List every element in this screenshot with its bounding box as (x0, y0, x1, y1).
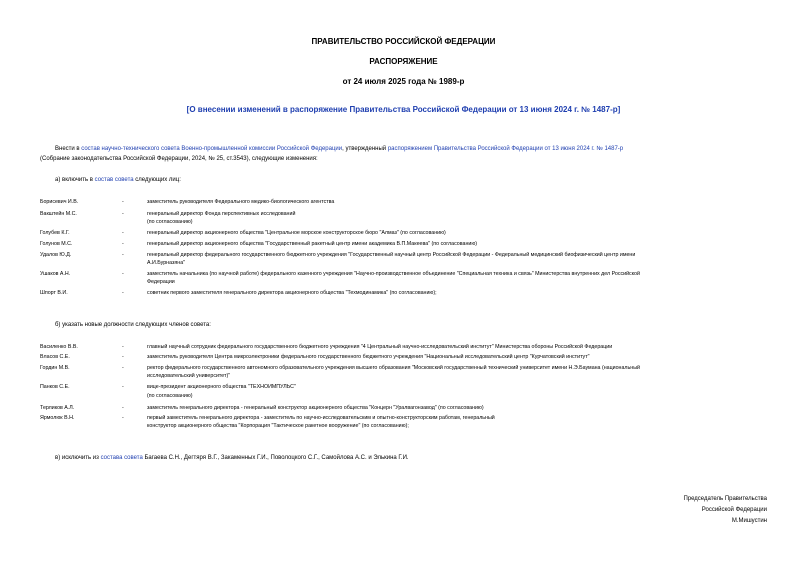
table-row-role-cont: (по согласованию) (147, 393, 193, 399)
table-row-name: Удалов Ю.Д. (40, 252, 72, 258)
intro-text-1: Внести в (55, 146, 82, 152)
section-v-heading (55, 455, 409, 463)
table-row-name: Ярмолюк В.Н. (40, 415, 75, 421)
table-row-dash: - (122, 384, 124, 390)
table-row-dash: - (122, 199, 124, 205)
table-row-role: ректор федерального государственного автономного образовательного учреждения высшего образования "Московский государственный технический университет имени Н.Э.Баумана (национальный (147, 365, 640, 371)
table-row-dash: - (122, 252, 124, 258)
table-row-role: советник первого заместителя генерального директора акционерного общества "Техмодинамика" (по согласованию); (147, 290, 437, 296)
table-row-dash: - (122, 405, 124, 411)
table-row-role: главный научный сотрудник федерального государственного бюджетного учреждения "4 Центральный научно-исследовательский институт" Министерства обороны Российской Федерации (147, 344, 613, 350)
table-row-role: заместитель руководителя Центра микроэлектроники федерального государственного бюджетного учреждения "Национальный исследовательский центр "Курчатовский институт" (147, 354, 590, 360)
section-b-heading: б) указать новые должности следующих членов совета: (55, 322, 211, 328)
intro-text-2: , утвержденный (342, 146, 388, 152)
section-v-post: Багаева С.Н., Дегтяря В.Г., Закаменных Г.И., Поволоцкого С.Г., Самойлова А.С. и Элькина Г.И. (142, 455, 409, 461)
document-subtitle (0, 105, 807, 114)
document-date-number: от 24 июля 2025 года № 1989-р (342, 77, 465, 86)
section-v-pre: в) исключить из (55, 455, 101, 461)
table-row-role: заместитель начальника (по научной работе) федерального казенного учреждения "Научно-производственное объединение "Специальная техника и связь" Министерства внутренних дел Российской (147, 271, 640, 277)
table-row-name: Борисевич И.В. (40, 199, 79, 205)
intro-line-2: (Собрание законодательства Российской Федерации, 2024, № 25, ст.3543), следующие изменения: (40, 156, 318, 162)
signature-country: Российской Федерации (701, 507, 767, 513)
table-row-dash: - (122, 241, 124, 247)
table-row-role: генеральный директор федерального государственного бюджетного учреждения "Государственный научный центр Российской Федерации - Федеральный медицинский биофизический центр имени (147, 252, 636, 258)
section-v-link[interactable]: состава совета (100, 455, 143, 461)
table-row-dash: - (122, 415, 124, 421)
table-row-name: Власов С.Е. (40, 354, 70, 360)
table-row-role-cont: Федерации (147, 279, 175, 285)
table-row-name: Ушаков А.Н. (40, 271, 71, 277)
table-row-dash: - (122, 354, 124, 360)
table-row-role-cont: конструктор акционерного общества "Корпорация "Тактическое ракетное вооружение" (по согласованию); (147, 423, 409, 429)
table-row-name: Гордин М.В. (40, 365, 70, 371)
table-row-dash: - (122, 211, 124, 217)
council-composition-link[interactable]: состав научно-технического совета Военно-промышленной комиссии Российской Федерации (81, 146, 343, 152)
order-link[interactable]: распоряжением Правительства Российской Федерации от 13 июня 2024 г. № 1487-р (387, 146, 624, 152)
table-row-role-cont: исследовательский университет)" (147, 373, 231, 379)
section-a-heading (55, 177, 181, 185)
table-row-name: Вакштейн М.С. (40, 211, 77, 217)
table-row-name: Голунов М.С. (40, 241, 73, 247)
table-row-role: вице-президент акционерного общества "ТЕХНОИМПУЛЬС" (147, 384, 296, 390)
intro-line-1 (55, 146, 623, 154)
table-row-name: Голубев К.Г. (40, 230, 70, 236)
table-row-role-cont: А.И.Бурназяна" (147, 260, 186, 266)
signature-name: М.Мишустин (731, 518, 767, 524)
section-a-link[interactable]: состав совета (94, 177, 134, 183)
table-row-role: генеральный директор акционерного общества "Государственный ракетный центр имени академика В.П.Макеева" (по согласованию) (147, 241, 478, 247)
table-row-role: генеральный директор акционерного общества "Центральное морское конструкторское бюро "Алмаз" (по согласованию) (147, 230, 446, 236)
table-row-dash: - (122, 271, 124, 277)
table-row-dash: - (122, 230, 124, 236)
subtitle-link[interactable]: распоряжение Правительства Российской Федерации от 13 июня 2024 г. № 1487-р (290, 105, 618, 114)
government-title: ПРАВИТЕЛЬСТВО РОССИЙСКОЙ ФЕДЕРАЦИИ (311, 37, 496, 46)
table-row-name: Василенко В.В. (40, 344, 78, 350)
table-row-role: заместитель генерального директора - генеральный конструктор акционерного общества "Концерн "Уралвагонзавод" (по согласованию) (147, 405, 484, 411)
table-row-role: генеральный директор Фонда перспективных исследований (147, 211, 296, 217)
table-row-role-cont: (по согласованию) (147, 219, 193, 225)
table-row-dash: - (122, 344, 124, 350)
table-row-role: заместитель руководителя Федерального медико-биологического агентства (147, 199, 335, 205)
section-a-pre: а) включить в (55, 177, 95, 183)
section-a-post: следующих лиц: (133, 177, 181, 183)
subtitle-bracket-close: ] (617, 105, 621, 114)
table-row-name: Терликов А.Л. (40, 405, 75, 411)
document-type: РАСПОРЯЖЕНИЕ (369, 57, 438, 66)
subtitle-bracket-open: [О внесении изменений в (186, 105, 291, 114)
table-row-name: Панков С.Е. (40, 384, 70, 390)
signature-title: Председатель Правительства (683, 496, 767, 502)
table-row-dash: - (122, 365, 124, 371)
table-row-name: Шпорт В.И. (40, 290, 68, 296)
table-row-role: первый заместитель генерального директора - заместитель по научно-исследовательским и опытно-конструкторским работам, генеральный (147, 415, 495, 421)
table-row-dash: - (122, 290, 124, 296)
